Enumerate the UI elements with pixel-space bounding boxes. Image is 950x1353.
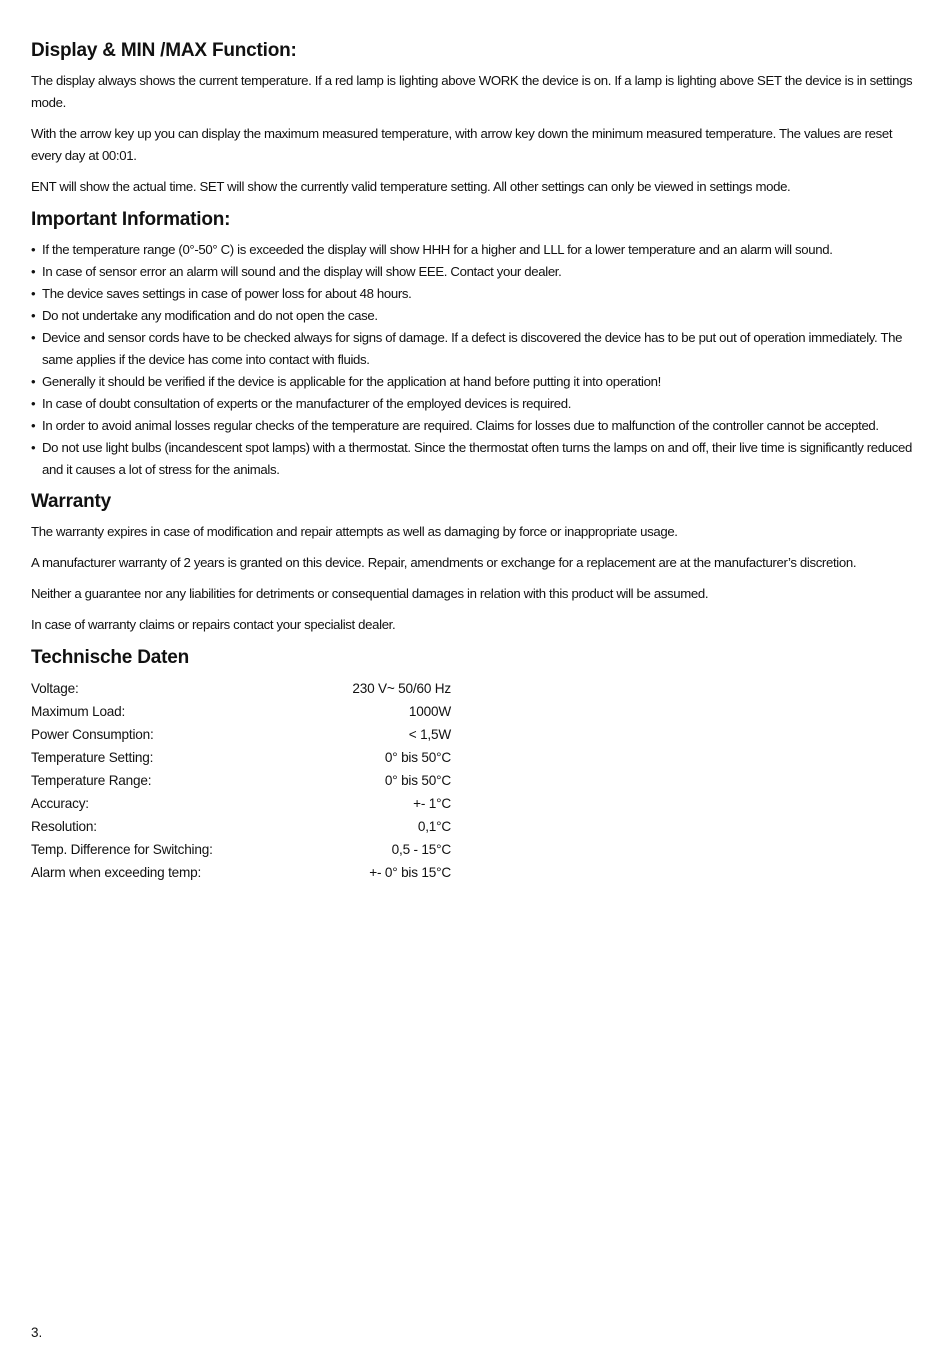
list-item bbox=[31, 283, 924, 305]
list-item-text: In case of sensor error an alarm will sound and the display will show EEE. Contact your dealer. bbox=[42, 264, 562, 279]
table-row bbox=[31, 746, 451, 769]
spec-value: 1000W bbox=[408, 704, 451, 719]
spec-value: < 1,5W bbox=[408, 727, 451, 742]
list-item-text: Generally it should be verified if the device is applicable for the application at hand before putting it into operation! bbox=[42, 374, 661, 389]
spec-label: Maximum Load: bbox=[31, 704, 126, 719]
spec-label: Temp. Difference for Switching: bbox=[31, 842, 213, 857]
spec-label: Temperature Range: bbox=[31, 773, 152, 788]
list-item bbox=[31, 437, 924, 481]
table-row bbox=[31, 677, 451, 700]
page-number: 3. bbox=[31, 1325, 43, 1340]
list-item bbox=[31, 393, 924, 415]
important-section bbox=[31, 207, 924, 481]
document-page bbox=[31, 38, 924, 888]
spec-value: +- 1°C bbox=[413, 796, 451, 811]
important-heading: Important Information: bbox=[31, 209, 231, 230]
display-section bbox=[31, 38, 924, 198]
display-heading: Display & MIN /MAX Function: bbox=[31, 40, 297, 61]
warranty-heading: Warranty bbox=[31, 491, 112, 512]
table-row bbox=[31, 861, 451, 884]
list-item bbox=[31, 239, 924, 261]
list-item bbox=[31, 415, 924, 437]
list-item bbox=[31, 261, 924, 283]
warranty-paragraph: In case of warranty claims or repairs contact your specialist dealer. bbox=[31, 617, 396, 632]
specs-table bbox=[31, 677, 451, 884]
spec-label: Resolution: bbox=[31, 819, 97, 834]
list-item-text: The device saves settings in case of power loss for about 48 hours. bbox=[42, 286, 412, 301]
bullet: • bbox=[31, 264, 36, 279]
bullet: • bbox=[31, 308, 36, 323]
table-row bbox=[31, 723, 451, 746]
warranty-paragraph: The warranty expires in case of modification and repair attempts as well as damaging by force or inappropriate usage. bbox=[31, 524, 678, 539]
warranty-section bbox=[31, 489, 924, 636]
bullet: • bbox=[31, 440, 36, 455]
display-paragraph: The display always shows the current temperature. If a red lamp is lighting above WORK the device is on. If a lamp is lighting above SET the device is in settings mode. bbox=[31, 73, 913, 110]
spec-value: 0° bis 50°C bbox=[384, 773, 451, 788]
list-item-text: Do not use light bulbs (incandescent spot lamps) with a thermostat. Since the thermostat often turns the lamps on and off, their live time is significantly reduced and it causes a lot of stress for the animals. bbox=[42, 440, 912, 477]
list-item-text: In order to avoid animal losses regular checks of the temperature are required. Claims for losses due to malfunction of the controller cannot be accepted. bbox=[42, 418, 879, 433]
important-list bbox=[31, 239, 924, 481]
spec-value: 230 V~ 50/60 Hz bbox=[352, 681, 451, 696]
spec-value: 0,1°C bbox=[417, 819, 451, 834]
list-item-text: Device and sensor cords have to be checked always for signs of damage. If a defect is discovered the device has to be put out of operation immediately. The same applies if the device has come into contact with fluids. bbox=[42, 330, 903, 367]
list-item-text: If the temperature range (0°-50° C) is exceeded the display will show HHH for a higher and LLL for a lower temperature and an alarm will sound. bbox=[42, 242, 833, 257]
spec-label: Accuracy: bbox=[31, 796, 89, 811]
spec-value: +- 0° bis 15°C bbox=[369, 865, 451, 880]
table-row bbox=[31, 838, 451, 861]
table-row bbox=[31, 700, 451, 723]
warranty-paragraph: Neither a guarantee nor any liabilities for detriments or consequential damages in relation with this product will be assumed. bbox=[31, 586, 709, 601]
spec-label: Power Consumption: bbox=[31, 727, 154, 742]
table-row bbox=[31, 792, 451, 815]
list-item-text: Do not undertake any modification and do not open the case. bbox=[42, 308, 378, 323]
bullet: • bbox=[31, 418, 36, 433]
bullet: • bbox=[31, 330, 36, 345]
specs-heading: Technische Daten bbox=[31, 647, 189, 668]
list-item bbox=[31, 371, 924, 393]
list-item-text: In case of doubt consultation of experts or the manufacturer of the employed devices is required. bbox=[42, 396, 572, 411]
table-row bbox=[31, 769, 451, 792]
list-item bbox=[31, 327, 924, 371]
spec-value: 0° bis 50°C bbox=[384, 750, 451, 765]
bullet: • bbox=[31, 286, 36, 301]
table-row bbox=[31, 815, 451, 838]
warranty-paragraph: A manufacturer warranty of 2 years is granted on this device. Repair, amendments or exchange for a replacement are at the manufacturer’s discretion. bbox=[31, 555, 857, 570]
display-paragraph: ENT will show the actual time. SET will show the currently valid temperature setting. All other settings can only be viewed in settings mode. bbox=[31, 179, 791, 194]
specs-section bbox=[31, 645, 924, 884]
bullet: • bbox=[31, 374, 36, 389]
bullet: • bbox=[31, 396, 36, 411]
spec-label: Voltage: bbox=[31, 681, 79, 696]
spec-label: Temperature Setting: bbox=[31, 750, 154, 765]
spec-label: Alarm when exceeding temp: bbox=[31, 865, 202, 880]
list-item bbox=[31, 305, 924, 327]
bullet: • bbox=[31, 242, 36, 257]
display-paragraph: With the arrow key up you can display the maximum measured temperature, with arrow key down the minimum measured temperature. The values are reset every day at 00:01. bbox=[31, 126, 893, 163]
spec-value: 0,5 - 15°C bbox=[391, 842, 451, 857]
